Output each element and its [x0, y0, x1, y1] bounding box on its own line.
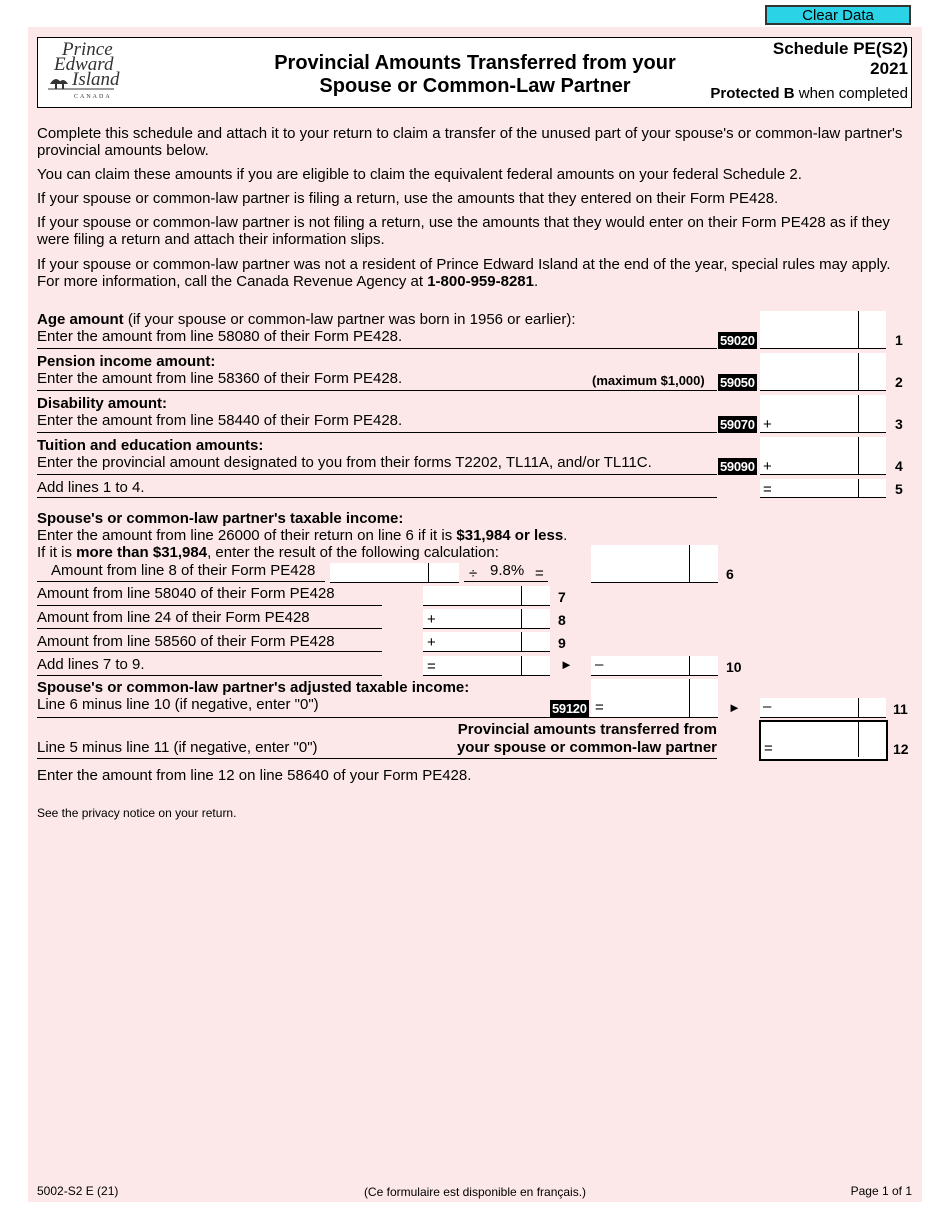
line-4-amount-field[interactable]	[760, 437, 858, 475]
line-3-cents-field[interactable]	[858, 395, 886, 433]
taxable-t1-a: Enter the amount from line 26000 of their return on line 6 if it is	[37, 527, 457, 544]
line-9-plus: +	[427, 634, 436, 651]
line-1-cents-field[interactable]	[858, 311, 886, 349]
line-4-plus: +	[763, 458, 772, 475]
form-title-line-2: Spouse or Common-Law Partner	[319, 75, 631, 97]
line-6-rate: 9.8%	[490, 562, 525, 579]
line-12-text: Line 5 minus line 11 (if negative, enter "0")	[37, 739, 318, 756]
line-7-number: 7	[558, 589, 566, 605]
taxable-t2-b: more than $31,984	[76, 544, 208, 561]
line-1-amount-field[interactable]	[760, 311, 858, 349]
line-9-amount-field[interactable]	[423, 632, 521, 652]
line-10-equals: =	[427, 658, 436, 675]
logo-line-3: Island	[72, 69, 120, 90]
line-5-text: Add lines 1 to 4.	[37, 479, 145, 496]
line-9-underline	[37, 651, 382, 652]
intro-paragraph-1: Complete this schedule and attach it to your return to claim a transfer of the unused part of your spouse's or common-law partner's provincial amounts below.	[37, 125, 903, 159]
line-12-equals: =	[764, 740, 773, 757]
line-6-rate-underline	[464, 581, 548, 582]
line-1-number: 1	[895, 332, 903, 348]
line-4-cents-field[interactable]	[858, 437, 886, 475]
line-11-calc-amount-field[interactable]	[591, 679, 689, 718]
logo-line-2: Edward	[54, 54, 114, 75]
line-1-note: (if your spouse or common-law partner was born in 1956 or earlier):	[123, 311, 576, 328]
protected-rest: when completed	[794, 85, 908, 102]
line-1-text: Enter the amount from line 58080 of their Form PE428.	[37, 328, 403, 345]
line-6-text: Amount from line 8 of their Form PE428	[51, 562, 316, 579]
intro-p5-end: .	[533, 273, 539, 290]
line-5-equals: =	[763, 481, 772, 498]
line-9-cents-field[interactable]	[521, 632, 550, 652]
taxable-income-heading: Spouse's or common-law partner's taxable income:	[37, 510, 404, 527]
line-4-divider	[37, 474, 717, 475]
line-10-number: 10	[726, 659, 742, 675]
line-10-text: Add lines 7 to 9.	[37, 656, 145, 673]
line-3-amount-field[interactable]	[760, 395, 858, 433]
line-5-number: 5	[895, 481, 903, 497]
line-1-title: Age amount	[37, 311, 124, 328]
line-11-equals: =	[595, 699, 604, 716]
line-1-divider	[37, 348, 717, 349]
line-2-title: Pension income amount:	[37, 353, 216, 370]
line-6-amount-field[interactable]	[591, 545, 689, 583]
line-6-input-cents-field[interactable]	[428, 563, 459, 583]
intro-p5-text: If your spouse or common-law partner was not a resident of Prince Edward Island at the end of the year, special rules may apply. For more information, call the Canada Revenue Agency at	[37, 256, 891, 290]
line-8-number: 8	[558, 612, 566, 628]
line-10-sum-field[interactable]	[423, 656, 521, 676]
schedule-year: 2021	[870, 59, 908, 78]
line-8-underline	[37, 628, 382, 629]
line-12-label-1: Provincial amounts transferred from	[457, 721, 717, 738]
line-2-cents-field[interactable]	[858, 353, 886, 391]
line-5-divider	[37, 497, 717, 498]
intro-paragraph-5	[37, 256, 917, 290]
protected-notice	[710, 85, 908, 102]
line-8-cents-field[interactable]	[521, 609, 550, 629]
line-3-divider	[37, 432, 717, 433]
line-10-sum-cents-field[interactable]	[521, 656, 550, 676]
line-11-amount-field[interactable]	[760, 698, 858, 718]
line-3-number: 3	[895, 416, 903, 432]
line-11-cents-field[interactable]	[858, 698, 886, 718]
taxable-income-text-2	[37, 544, 499, 561]
line-10-arrow-icon: ►	[560, 657, 573, 672]
line-9-text: Amount from line 58560 of their Form PE428	[37, 633, 335, 650]
intro-paragraph-3: If your spouse or common-law partner is filing a return, use the amounts that they entered on their Form PE428.	[37, 190, 779, 207]
final-instruction: Enter the amount from line 12 on line 58640 of your Form PE428.	[37, 767, 472, 784]
line-3-text: Enter the amount from line 58440 of their Form PE428.	[37, 412, 403, 429]
line-10-cents-field[interactable]	[689, 656, 718, 676]
line-2-text: Enter the amount from line 58360 of their Form PE428.	[37, 370, 403, 387]
line-4-title: Tuition and education amounts:	[37, 437, 264, 454]
line-11-code: 59120	[552, 701, 587, 716]
line-8-text: Amount from line 24 of their Form PE428	[37, 609, 310, 626]
line-2-divider	[37, 390, 717, 391]
line-10-amount-field[interactable]	[591, 656, 689, 676]
page-number: Page 1 of 1	[850, 1184, 912, 1198]
taxable-t2-a: If it is	[37, 544, 77, 561]
line-12-cents-field[interactable]	[858, 722, 885, 757]
logo-line-4: CANADA	[74, 94, 112, 100]
line-7-amount-field[interactable]	[423, 586, 521, 606]
line-11-calc-cents-field[interactable]	[689, 679, 718, 718]
line-10-minus: –	[595, 656, 604, 673]
line-6-input-amount-field[interactable]	[330, 563, 428, 583]
line-2-maximum: (maximum $1,000)	[592, 373, 705, 388]
line-6-divide: ÷	[469, 565, 478, 582]
line-9-number: 9	[558, 635, 566, 651]
intro-paragraph-4: If your spouse or common-law partner is not filing a return, use the amounts that they would enter on their Form PE428 as if they were filing a return and attach their information slips.	[37, 214, 890, 248]
line-11-minus: –	[763, 698, 772, 715]
line-6-equals: =	[535, 565, 544, 582]
line-6-text-underline	[37, 581, 325, 582]
taxable-t2-c: , enter the result of the following calculation:	[207, 544, 499, 561]
clear-data-button[interactable]: Clear Data	[765, 5, 911, 25]
line-12-number: 12	[893, 741, 909, 757]
taxable-t1-c: .	[563, 527, 568, 544]
cra-phone: 1-800-959-8281	[427, 273, 534, 290]
line-4-number: 4	[895, 458, 903, 474]
form-title-line-1: Provincial Amounts Transferred from your	[274, 52, 676, 74]
line-12-label-2: your spouse or common-law partner	[456, 739, 717, 756]
line-1-heading	[37, 311, 576, 328]
line-3-plus: +	[763, 416, 772, 433]
line-1-code: 59020	[720, 333, 755, 348]
pei-logo	[44, 40, 136, 104]
intro-paragraph-2: You can claim these amounts if you are eligible to claim the equivalent federal amounts on your federal Schedule 2.	[37, 166, 802, 183]
line-11-text: Line 6 minus line 10 (if negative, enter "0")	[37, 696, 319, 713]
line-5-cents-field[interactable]	[858, 479, 886, 498]
line-6-cents-field[interactable]	[689, 545, 718, 583]
line-10-underline	[37, 675, 382, 676]
logo-line-1: Prince	[62, 39, 113, 60]
line-4-code: 59090	[720, 459, 755, 474]
line-8-plus: +	[427, 611, 436, 628]
line-3-code: 59070	[720, 417, 755, 432]
line-3-title: Disability amount:	[37, 395, 168, 412]
line-5-amount-field[interactable]	[760, 479, 858, 498]
line-12-amount-field[interactable]	[761, 722, 857, 757]
adjusted-income-heading: Spouse's or common-law partner's adjusted taxable income:	[37, 679, 470, 696]
line-2-number: 2	[895, 374, 903, 390]
line-7-text: Amount from line 58040 of their Form PE428	[37, 585, 335, 602]
line-4-text: Enter the provincial amount designated to you from their forms T2202, TL11A, and/or TL11C.	[37, 454, 652, 471]
line-7-underline	[37, 605, 382, 606]
line-8-amount-field[interactable]	[423, 609, 521, 629]
line-2-code: 59050	[720, 375, 755, 390]
line-7-cents-field[interactable]	[521, 586, 550, 606]
line-12-divider	[37, 758, 717, 759]
form-identifier: 5002-S2 E (21)	[37, 1184, 119, 1198]
line-2-amount-field[interactable]	[760, 353, 858, 391]
protected-bold: Protected B	[710, 85, 795, 102]
line-11-number: 11	[893, 701, 908, 717]
taxable-income-text-1	[37, 527, 567, 544]
schedule-label: Schedule PE(S2)	[772, 39, 908, 58]
line-6-number: 6	[726, 566, 734, 582]
french-availability: (Ce formulaire est disponible en français.)	[363, 1185, 587, 1199]
privacy-notice: See the privacy notice on your return.	[37, 806, 237, 820]
taxable-t1-b: $31,984 or less	[456, 527, 564, 544]
line-11-divider	[37, 717, 717, 718]
line-11-arrow-icon: ►	[728, 700, 741, 715]
